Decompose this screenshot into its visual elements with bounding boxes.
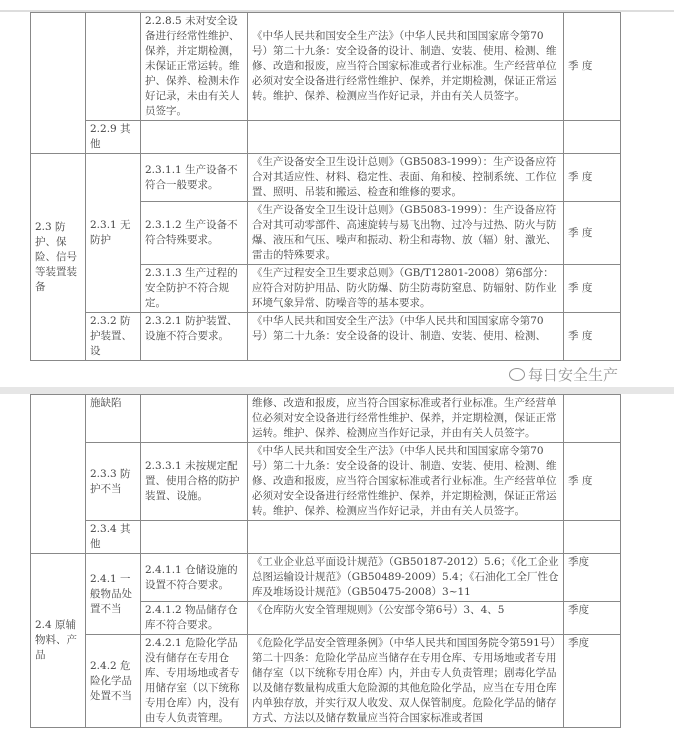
cell: 2.4.1.2 物品储存仓库不符合要求。 <box>141 602 248 635</box>
cell: 季 度 <box>564 443 621 521</box>
cell: 季度 <box>564 635 621 728</box>
watermark: 每日安全生产 <box>0 361 674 387</box>
cell: 2.4.1.1 仓储设施的设置不符合要求。 <box>141 554 248 602</box>
cell <box>141 521 248 554</box>
document-page-2 <box>0 394 674 728</box>
cell: 《危险化学品安全管理条例》（中华人民共和国国务院令第591号）第二十四条：危险化学品应当储存在专用仓库、专用场地或者专用储存室（以下统称专用仓库）内，并由专人负责管理；剧毒化学品以及储存数量构成重大危险源的其他危险化学品，应当在专用仓库内单独存放，并实行双人收发、双人保管制度。危险化学品的储存方式、方法以及储存数量应当符合国家标准或者国 <box>248 635 564 728</box>
cell: 季度 <box>564 554 621 602</box>
wechat-icon <box>509 368 525 381</box>
hazard-table-part-2 <box>30 394 621 728</box>
cell <box>31 13 86 154</box>
table-row <box>31 154 621 202</box>
cell: 《仓库防火安全管理规则》（公安部令第6号）3、4、5 <box>248 602 564 635</box>
page-separator <box>0 387 674 394</box>
cell: 《生产过程安全卫生要求总则》（GB/T12801-2008）第6部分：应符合对防护用品、防火防爆、防尘防毒防窒息、防辐射、防作业环境气象异常、防噪音等的基本要求。 <box>248 265 564 313</box>
table-row <box>31 313 621 361</box>
cell: 《中华人民共和国安全生产法》（中华人民共和国国家席令第70号）第二十九条：安全设备的设计、制造、安装、使用、检测、维修、改造和报废，应当符合国家标准或者行业标准。生产经营单位必须对安全设备进行经常性维护、保养，并定期检测，保证正常运转。维护、保养、检测应当作好记录，并由有关人员签字。 <box>248 443 564 521</box>
cell <box>248 121 564 154</box>
cell <box>564 121 621 154</box>
cell <box>86 13 141 121</box>
cell: 季 度 <box>564 154 621 202</box>
cell: 2.3.3 防护不当 <box>86 443 141 521</box>
table-row <box>31 395 621 443</box>
table-row <box>31 635 621 728</box>
cell: 2.4.2 危险化学品处置不当 <box>86 635 141 728</box>
cell: 2.3.1.3 生产过程的安全防护不符合规定。 <box>141 265 248 313</box>
table-row <box>31 443 621 521</box>
cell: 季 度 <box>564 13 621 121</box>
table-row <box>31 13 621 121</box>
cell: 2.4 原辅物料、产品 <box>31 554 86 728</box>
cell: 2.3.3.1 未按规定配置、使用合格的防护装置、设施。 <box>141 443 248 521</box>
cell: 2.4.1 一般物品处置不当 <box>86 554 141 635</box>
cell: 维修、改造和报废，应当符合国家标准或者行业标准。生产经营单位必须对安全设备进行经常性维护、保养，并定期检测，保证正常运转。维护、保养、检测应当作好记录，并由有关人员签字。 <box>248 395 564 443</box>
cell: 季 度 <box>564 265 621 313</box>
cell: 《工业企业总平面设计规范》（GB50187-2012）5.6；《化工企业总图运输设计规范》（GB50489-2009）5.4；《石油化工全厂性仓库及堆场设计规范》（GB50475-2008）3~11 <box>248 554 564 602</box>
hazard-table-part-1 <box>30 12 621 361</box>
cell <box>564 395 621 443</box>
cell <box>141 121 248 154</box>
cell: 2.3.2.1 防护装置、设施不符合要求。 <box>141 313 248 361</box>
cell: 2.2.8.5 未对安全设备进行经常性维护、保养，并定期检测，未保证正常运转。维护、保养、检测未作好记录，未由有关人员签字。 <box>141 13 248 121</box>
cell <box>248 521 564 554</box>
cell: 季 度 <box>564 202 621 265</box>
table-row <box>31 554 621 602</box>
cell <box>31 395 86 554</box>
cell <box>141 395 248 443</box>
cell: 2.4.2.1 危险化学品没有储存在专用仓库、专用场地或者专用储存室（以下统称专用仓库）内，没有由专人负责管理。 <box>141 635 248 728</box>
cell: 季 度 <box>564 313 621 361</box>
table-row <box>31 121 621 154</box>
cell: 《生产设备安全卫生设计总则》（GB5083-1999）：生产设备应符合对其适应性、材料、稳定性、表面、角和棱、控制系统、工作位置、照明、吊装和搬运、检查和维修的要求。 <box>248 154 564 202</box>
cell <box>564 521 621 554</box>
table-row <box>31 521 621 554</box>
cell: 《生产设备安全卫生设计总则》（GB5083-1999）：生产设备应符合对其可动零部件、高速旋转与易飞出物、过冷与过热、防火与防爆、液压和气压、噪声和振动、粉尘和毒物、放（辐）射、激光、雷击的特殊要求。 <box>248 202 564 265</box>
cell: 2.3.1 无防护 <box>86 154 141 313</box>
cell: 2.3 防护、保险、信号等装置装备 <box>31 154 86 361</box>
cell: 施缺陷 <box>86 395 141 443</box>
cell: 2.3.2 防护装置、设 <box>86 313 141 361</box>
cell: 季度 <box>564 602 621 635</box>
cell: 《中华人民共和国安全生产法》（中华人民共和国国家席令第70号）第二十九条：安全设备的设计、制造、安装、使用、检测、维修、改造和报废，应当符合国家标准或者行业标准。生产经营单位必须对安全设备进行经常性维护、保养，并定期检测，保证正常运转。维护、保养、检测应当作好记录，并由有关人员签字。 <box>248 13 564 121</box>
cell: 2.3.4 其他 <box>86 521 141 554</box>
cell: 《中华人民共和国安全生产法》（中华人民共和国国家席令第70号）第二十九条：安全设备的设计、制造、安装、使用、检测、 <box>248 313 564 361</box>
cell: 2.3.1.2 生产设备不符合特殊要求。 <box>141 202 248 265</box>
cell: 2.3.1.1 生产设备不符合一般要求。 <box>141 154 248 202</box>
cell: 2.2.9 其他 <box>86 121 141 154</box>
